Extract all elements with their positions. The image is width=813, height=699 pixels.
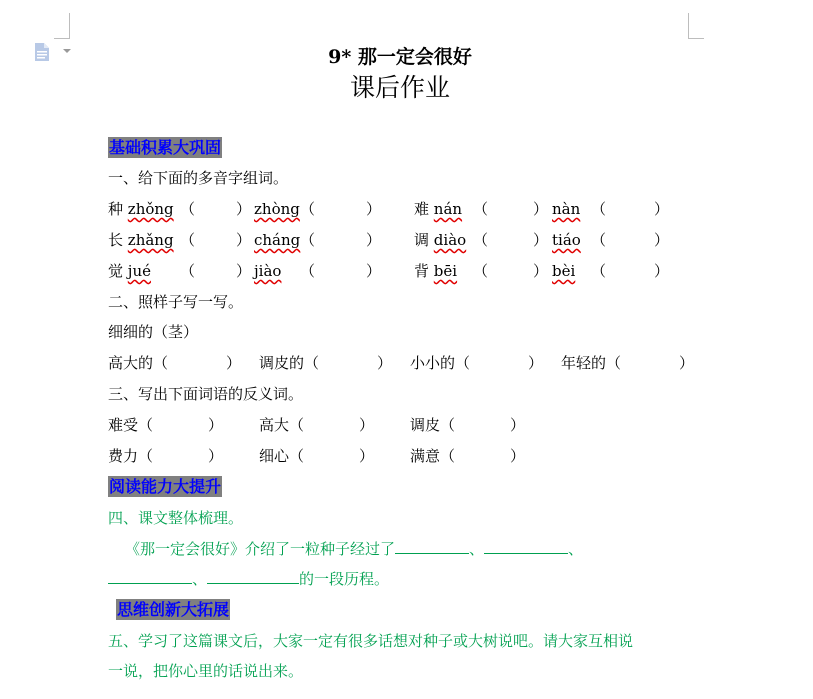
page-corner-mark-top-right xyxy=(688,13,704,39)
q1-row: 觉 jué （ ） jiào （ ） 背 bēi （ ） bèi （ ） xyxy=(108,262,670,280)
fill-blank[interactable] xyxy=(395,539,469,554)
q3-row: 难受（ ） 高大（ ） 调皮（ ） xyxy=(108,416,526,434)
document-subtitle: 课后作业 xyxy=(349,73,450,102)
q2-example: 细细的（茎） xyxy=(108,323,199,341)
section-heading-basic: 基础积累大巩固 xyxy=(109,138,222,157)
q1-title: 一、给下面的多音字组词。 xyxy=(108,169,289,187)
q2-title: 二、照样子写一写。 xyxy=(108,293,244,311)
q5-line2: 一说，把你心里的话说出来。 xyxy=(108,662,304,680)
q1-row: 种 zhǒng （ ） zhòng （ ） 难 nán （ ） nàn （ ） xyxy=(108,200,670,218)
fill-blank[interactable] xyxy=(484,539,568,554)
q2-items: 高大的（ ） 调皮的（ ） 小小的（ ） 年轻的（ ） xyxy=(108,354,695,372)
fill-blank[interactable] xyxy=(108,569,192,584)
q1-row: 长 zhǎng （ ） cháng （ ） 调 diào （ ） tiáo （ ） xyxy=(108,231,670,249)
q3-row: 费力（ ） 细心（ ） 满意（ ） xyxy=(108,447,526,465)
document-title: 9* 那一定会很好 xyxy=(328,46,472,68)
q4-line1: 《那一定会很好》介绍了一粒种子经过了 、 、 xyxy=(125,540,584,558)
q4-title: 四、课文整体梳理。 xyxy=(108,509,244,527)
page-corner-mark-top-left xyxy=(54,13,70,39)
fill-blank[interactable] xyxy=(207,569,299,584)
section-heading-reading: 阅读能力大提升 xyxy=(109,477,222,496)
q5-line1: 五、学习了这篇课文后，大家一定有很多话想对种子或大树说吧。请大家互相说 xyxy=(108,632,634,650)
q3-title: 三、写出下面词语的反义词。 xyxy=(108,385,304,403)
q4-line2: 、 的一段历程。 xyxy=(108,569,389,589)
section-heading-thinking: 思维创新大拓展 xyxy=(117,600,230,619)
